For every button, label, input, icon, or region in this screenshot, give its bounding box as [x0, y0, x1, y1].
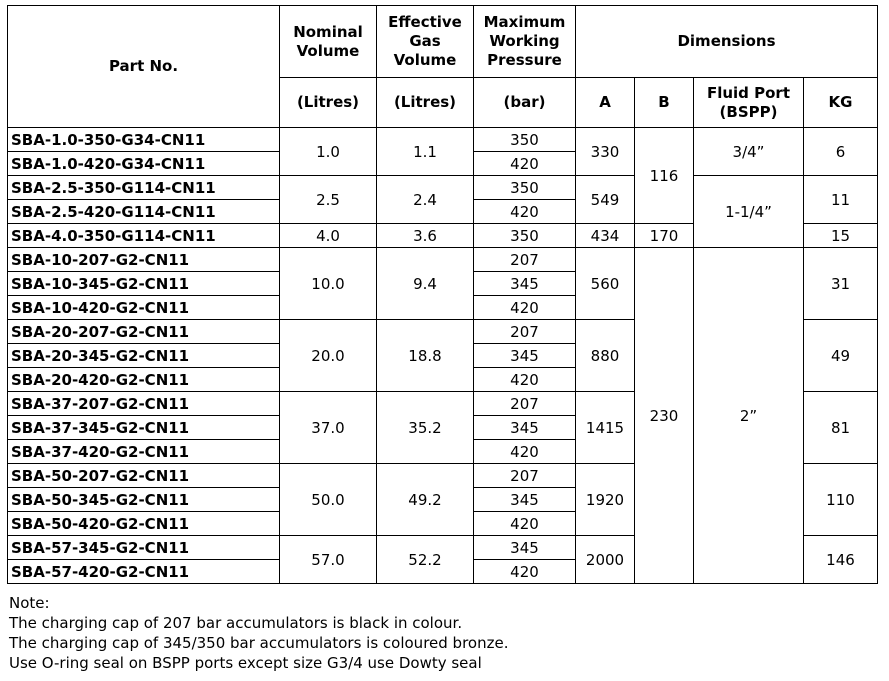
weight-kg-cell: 15 [804, 224, 878, 248]
header-fluid-port: Fluid Port (BSPP) [694, 78, 804, 128]
part-number-cell: SBA-50-345-G2-CN11 [8, 488, 280, 512]
dimension-b-cell: 170 [635, 224, 694, 248]
nominal-volume-cell: 4.0 [280, 224, 377, 248]
pressure-cell: 207 [474, 464, 576, 488]
dimension-a-cell: 1920 [576, 464, 635, 536]
effective-volume-cell: 18.8 [377, 320, 474, 392]
nominal-volume-cell: 2.5 [280, 176, 377, 224]
pressure-cell: 420 [474, 296, 576, 320]
pressure-cell: 207 [474, 248, 576, 272]
header-kg: KG [804, 78, 878, 128]
dimension-b-cell: 230 [635, 248, 694, 584]
header-nominal-volume: Nominal Volume [280, 6, 377, 78]
header-dim-a: A [576, 78, 635, 128]
table-row [8, 128, 878, 152]
unit-nominal-litres: (Litres) [280, 78, 377, 128]
part-number-cell: SBA-1.0-350-G34-CN11 [8, 128, 280, 152]
dimension-a-cell: 330 [576, 128, 635, 176]
part-number-cell: SBA-37-420-G2-CN11 [8, 440, 280, 464]
table-row [8, 176, 878, 200]
effective-volume-cell: 1.1 [377, 128, 474, 176]
weight-kg-cell: 146 [804, 536, 878, 584]
part-number-cell: SBA-37-345-G2-CN11 [8, 416, 280, 440]
part-number-cell: SBA-2.5-350-G114-CN11 [8, 176, 280, 200]
pressure-cell: 345 [474, 488, 576, 512]
dimension-a-cell: 1415 [576, 392, 635, 464]
unit-effective-litres: (Litres) [377, 78, 474, 128]
part-number-cell: SBA-20-207-G2-CN11 [8, 320, 280, 344]
weight-kg-cell: 81 [804, 392, 878, 464]
fluid-port-cell: 3/4” [694, 128, 804, 176]
part-number-cell: SBA-50-420-G2-CN11 [8, 512, 280, 536]
nominal-volume-cell: 50.0 [280, 464, 377, 536]
pressure-cell: 207 [474, 392, 576, 416]
pressure-cell: 345 [474, 536, 576, 560]
pressure-cell: 345 [474, 416, 576, 440]
dimension-b-cell: 116 [635, 128, 694, 224]
fluid-port-cell: 2” [694, 248, 804, 584]
part-number-cell: SBA-50-207-G2-CN11 [8, 464, 280, 488]
effective-volume-cell: 49.2 [377, 464, 474, 536]
note-line: The charging cap of 345/350 bar accumulators is coloured bronze. [9, 634, 509, 652]
pressure-cell: 420 [474, 200, 576, 224]
weight-kg-cell: 31 [804, 248, 878, 320]
header-effective-gas-volume: Effective Gas Volume [377, 6, 474, 78]
note-title: Note: [9, 594, 50, 612]
part-number-cell: SBA-20-420-G2-CN11 [8, 368, 280, 392]
nominal-volume-cell: 1.0 [280, 128, 377, 176]
pressure-cell: 420 [474, 152, 576, 176]
part-number-cell: SBA-57-420-G2-CN11 [8, 560, 280, 584]
pressure-cell: 345 [474, 344, 576, 368]
part-number-cell: SBA-37-207-G2-CN11 [8, 392, 280, 416]
fluid-port-cell: 1-1/4” [694, 176, 804, 248]
nominal-volume-cell: 10.0 [280, 248, 377, 320]
pressure-cell: 350 [474, 176, 576, 200]
dimension-a-cell: 434 [576, 224, 635, 248]
pressure-cell: 420 [474, 368, 576, 392]
weight-kg-cell: 6 [804, 128, 878, 176]
pressure-cell: 420 [474, 560, 576, 584]
effective-volume-cell: 3.6 [377, 224, 474, 248]
dimension-a-cell: 560 [576, 248, 635, 320]
part-number-cell: SBA-1.0-420-G34-CN11 [8, 152, 280, 176]
unit-pressure-bar: (bar) [474, 78, 576, 128]
pressure-cell: 350 [474, 128, 576, 152]
pressure-cell: 345 [474, 272, 576, 296]
effective-volume-cell: 2.4 [377, 176, 474, 224]
weight-kg-cell: 110 [804, 464, 878, 536]
header-max-working-pressure: Maximum Working Pressure [474, 6, 576, 78]
header-dimensions: Dimensions [576, 6, 878, 78]
dimension-a-cell: 549 [576, 176, 635, 224]
part-number-cell: SBA-10-420-G2-CN11 [8, 296, 280, 320]
dimension-a-cell: 2000 [576, 536, 635, 584]
pressure-cell: 207 [474, 320, 576, 344]
part-number-cell: SBA-10-207-G2-CN11 [8, 248, 280, 272]
pressure-cell: 420 [474, 512, 576, 536]
effective-volume-cell: 35.2 [377, 392, 474, 464]
nominal-volume-cell: 20.0 [280, 320, 377, 392]
notes-block [9, 593, 508, 673]
accumulator-spec-table [7, 5, 878, 584]
weight-kg-cell: 49 [804, 320, 878, 392]
part-number-cell: SBA-4.0-350-G114-CN11 [8, 224, 280, 248]
weight-kg-cell: 11 [804, 176, 878, 224]
part-number-cell: SBA-10-345-G2-CN11 [8, 272, 280, 296]
part-number-cell: SBA-20-345-G2-CN11 [8, 344, 280, 368]
dimension-a-cell: 880 [576, 320, 635, 392]
pressure-cell: 350 [474, 224, 576, 248]
part-number-cell: SBA-2.5-420-G114-CN11 [8, 200, 280, 224]
note-line: Use O-ring seal on BSPP ports except size G3/4 use Dowty seal [9, 654, 482, 672]
nominal-volume-cell: 37.0 [280, 392, 377, 464]
header-dim-b: B [635, 78, 694, 128]
header-part-no: Part No. [8, 6, 280, 128]
effective-volume-cell: 52.2 [377, 536, 474, 584]
nominal-volume-cell: 57.0 [280, 536, 377, 584]
effective-volume-cell: 9.4 [377, 248, 474, 320]
pressure-cell: 420 [474, 440, 576, 464]
note-line: The charging cap of 207 bar accumulators is black in colour. [9, 614, 463, 632]
part-number-cell: SBA-57-345-G2-CN11 [8, 536, 280, 560]
table-row [8, 248, 878, 272]
